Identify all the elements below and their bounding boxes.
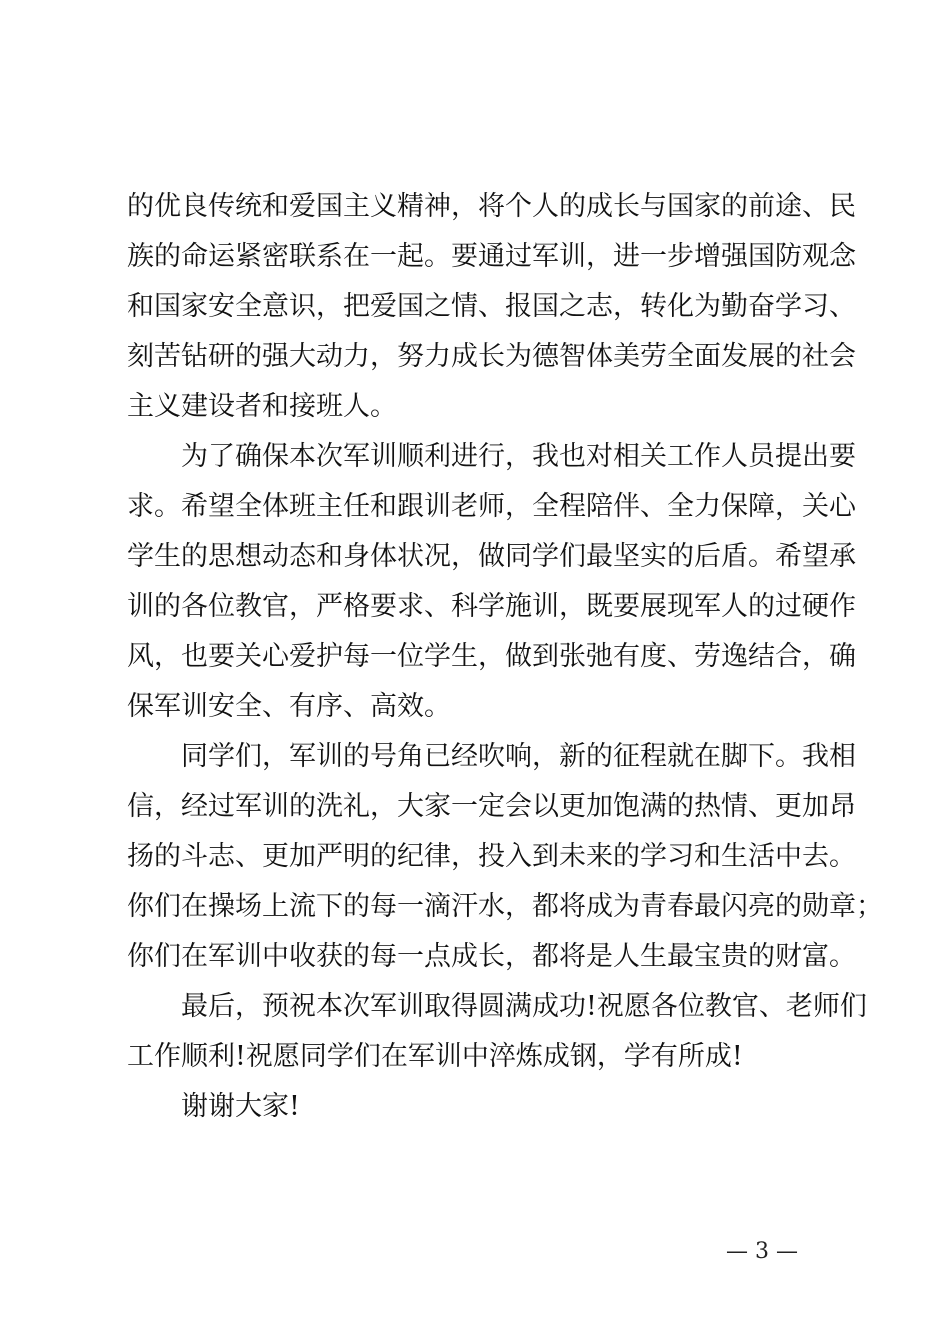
text-line: 刻苦钻研的强大动力，努力成长为德智体美劳全面发展的社会 [127,341,856,372]
text-line: 和国家安全意识，把爱国之情、报国之志，转化为勤奋学习、 [127,291,856,322]
text-line: 工作顺利!祝愿同学们在军训中淬炼成钢，学有所成! [127,1041,743,1072]
text-line: 为了确保本次军训顺利进行，我也对相关工作人员提出要 [127,441,856,472]
body-text [127,182,883,1132]
text-line: 风，也要关心爱护每一位学生，做到张弛有度、劳逸结合，确 [127,641,856,672]
text-line: 扬的斗志、更加严明的纪律，投入到未来的学习和生活中去。 [127,841,856,872]
text-line: 信，经过军训的洗礼，大家一定会以更加饱满的热情、更加昂 [127,791,856,822]
text-line: 保军训安全、有序、高效。 [127,691,451,722]
text-line: 训的各位教官，严格要求、科学施训，既要展现军人的过硬作 [127,591,856,622]
text-line: 主义建设者和接班人。 [127,391,397,422]
text-line: 同学们，军训的号角已经吹响，新的征程就在脚下。我相 [127,741,856,772]
text-line: 你们在操场上流下的每一滴汗水，都将成为青春最闪亮的勋章； [127,891,883,922]
text-line: 学生的思想动态和身体状况，做同学们最坚实的后盾。希望承 [127,541,856,572]
text-line: 求。希望全体班主任和跟训老师，全程陪伴、全力保障，关心 [127,491,856,522]
text-line: 的优良传统和爱国主义精神，将个人的成长与国家的前途、民 [127,191,856,222]
text-line: 你们在军训中收获的每一点成长，都将是人生最宝贵的财富。 [127,941,856,972]
page-number: — 3 — [726,1239,798,1264]
text-line: 族的命运紧密联系在一起。要通过军训，进一步增强国防观念 [127,241,856,272]
text-line: 最后，预祝本次军训取得圆满成功!祝愿各位教官、老师们 [127,991,867,1022]
text-line: 谢谢大家! [127,1091,300,1122]
